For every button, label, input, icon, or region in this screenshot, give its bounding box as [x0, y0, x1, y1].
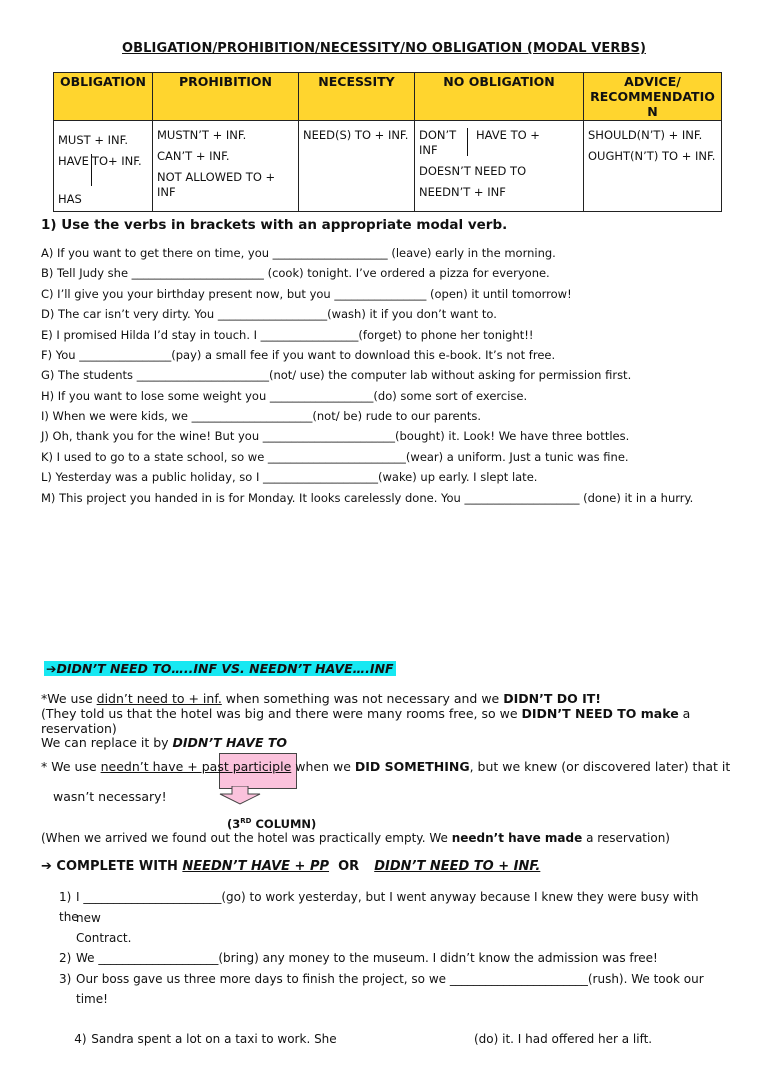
- obligation-has: HAS: [58, 192, 82, 206]
- down-arrow-icon: [218, 786, 264, 806]
- exercise-item-f: F) You ________________(pay) a small fee if you want to download this e-book. It’s not free.: [41, 348, 556, 362]
- advice-should: SHOULD(N’T) + INF.: [588, 128, 703, 142]
- third-column-label: [227, 817, 316, 831]
- no-obligation-neednt: NEEDN’T + INF: [419, 185, 506, 199]
- list-item: [59, 887, 719, 927]
- list-item: [59, 1009, 719, 1069]
- example-text: (They told us that the hotel was big and there were many rooms free, so we: [41, 706, 522, 721]
- label-superscript: RD: [240, 817, 252, 826]
- note-text: We can replace it by: [41, 735, 173, 750]
- exercise-item-j: J) Oh, thank you for the wine! But you _______________________(bought) it. Look! We have three bottles.: [41, 429, 630, 443]
- item-continuation: Contract.: [76, 931, 132, 945]
- rule-text: when something was not necessary and we: [221, 691, 504, 706]
- table-row: [54, 121, 722, 212]
- rule-neednt-have: [41, 759, 731, 774]
- grammar-highlight-heading: ➔DIDN’T NEED TO…..INF VS. NEEDN’T HAVE….INF: [46, 661, 394, 676]
- exercise-item-m: M) This project you handed in is for Monday. It looks carelessly done. You ____________________ (done) it in a hurry.: [41, 491, 694, 505]
- exercise-item-e: E) I promised Hilda I’d stay in touch. I _________________(forget) to phone her tonight!!: [41, 328, 534, 342]
- note-emphasis: DIDN’T HAVE TO: [172, 735, 288, 750]
- header-no-obligation: NO OBLIGATION: [415, 73, 584, 121]
- heading-option-1: NEEDN’T HAVE + PP: [182, 859, 330, 874]
- header-necessity: NECESSITY: [299, 73, 415, 121]
- heading-text: ➔ COMPLETE WITH: [41, 859, 183, 874]
- exercise1-heading: 1) Use the verbs in brackets with an appropriate modal verb.: [41, 217, 508, 233]
- list-item: [59, 969, 719, 989]
- example-emphasis: needn’t have made: [451, 831, 583, 845]
- example-neednt-have: [41, 831, 670, 845]
- heading-text: OR: [329, 859, 369, 874]
- replace-note: [41, 735, 287, 750]
- obligation-to-inf: TO+ INF.: [91, 154, 142, 168]
- item-continuation: new: [76, 911, 101, 925]
- exercise-item-c: C) I’ll give you your birthday present now, but you ________________ (open) it until tomorrow!: [41, 287, 572, 301]
- obligation-have: HAVE: [58, 154, 89, 168]
- rule-structure: needn’t have + past participle: [100, 759, 292, 774]
- exercise-item-g: G) The students _______________________(not/ use) the computer lab without asking for permission first.: [41, 368, 632, 382]
- exercise-item-h: H) If you want to lose some weight you __________________(do) some sort of exercise.: [41, 389, 528, 403]
- rule-emphasis: DIDN’T DO IT!: [503, 691, 601, 706]
- label-text: COLUMN): [251, 817, 317, 831]
- item-number: 3): [59, 972, 72, 986]
- bracket-bar: [467, 128, 468, 156]
- exercise-item-b: B) Tell Judy she _______________________ (cook) tonight. I’ve ordered a pizza for everyone.: [41, 266, 550, 280]
- page-title: OBLIGATION/PROHIBITION/NECESSITY/NO OBLIGATION (MODAL VERBS): [122, 41, 646, 56]
- exercise-item-a: A) If you want to get there on time, you ____________________ (leave) early in the morning.: [41, 246, 556, 260]
- cell-prohibition: [153, 121, 299, 212]
- example-didnt-need-to: [41, 706, 721, 736]
- advice-ought: OUGHT(N’T) TO + INF.: [588, 149, 716, 163]
- prohibition-mustnt: MUSTN’T + INF.: [157, 128, 247, 142]
- item-text: I _______________________(go) to work yesterday, but I went anyway because I knew they were busy with the: [59, 890, 699, 924]
- label-text: (3: [227, 817, 241, 831]
- item-text: Our boss gave us three more days to finish the project, so we _______________________(rush). We took our: [76, 972, 704, 986]
- rule-text: , but we knew (or discovered later) that it: [469, 759, 731, 774]
- header-obligation: OBLIGATION: [54, 73, 153, 121]
- item-text: We ____________________(bring) any money to the museum. I didn’t know the admission was free!: [76, 951, 658, 965]
- header-advice: ADVICE/ RECOMMENDATIO N: [584, 73, 722, 121]
- exercise-item-l: L) Yesterday was a public holiday, so I ____________________(wake) up early. I slept late.: [41, 470, 538, 484]
- item-continuation: time!: [76, 992, 108, 1006]
- item-number: 2): [59, 951, 72, 965]
- example-text: a reservation): [41, 706, 691, 736]
- table-header-row: [54, 73, 722, 121]
- example-emphasis: DIDN’T NEED TO make: [521, 706, 679, 721]
- exercise-item-k: K) I used to go to a state school, so we ________________________(wear) a uniform. Just a tunic was fine.: [41, 450, 629, 464]
- rule-text: *We use: [41, 691, 97, 706]
- rule-neednt-have-cont: wasn’t necessary!: [53, 789, 167, 804]
- rule-text: * We use: [41, 759, 101, 774]
- heading-option-2: DIDN’T NEED TO + INF.: [374, 859, 541, 874]
- rule-text: when we: [291, 759, 355, 774]
- rule-didnt-need-to: [41, 691, 601, 706]
- item-number: 1): [59, 890, 72, 904]
- cell-obligation: [54, 121, 153, 212]
- item-number: 4): [74, 1032, 87, 1046]
- exercise-item-d: D) The car isn’t very dirty. You ___________________(wash) it if you don’t want to.: [41, 307, 497, 321]
- no-obligation-doesnt: DOESN’T NEED TO: [419, 164, 527, 178]
- no-obligation-have-to: HAVE TO +: [476, 128, 540, 142]
- cell-advice: [584, 121, 722, 212]
- obligation-must: MUST + INF.: [58, 133, 129, 147]
- example-text: (When we arrived we found out the hotel was practically empty. We: [41, 831, 452, 845]
- no-obligation-dont: DON’T INF: [419, 128, 457, 157]
- prohibition-not-allowed: NOT ALLOWED TO + INF: [157, 170, 276, 199]
- prohibition-cant: CAN’T + INF.: [157, 149, 230, 163]
- necessity-need: NEED(S) TO + INF.: [303, 128, 409, 142]
- rule-emphasis: DID SOMETHING: [354, 759, 470, 774]
- exercise-item-i: I) When we were kids, we _____________________(not/ be) rude to our parents.: [41, 409, 482, 423]
- modal-verbs-table: [53, 72, 722, 212]
- header-prohibition: PROHIBITION: [153, 73, 299, 121]
- example-text: a reservation): [582, 831, 670, 845]
- rule-structure: didn’t need to + inf.: [96, 691, 222, 706]
- cell-necessity: [299, 121, 415, 212]
- cell-no-obligation: [415, 121, 584, 212]
- exercise2-heading: [41, 859, 540, 874]
- item-text: Sandra spent a lot on a taxi to work. She (do) it. I had offered her a lift.: [91, 1032, 653, 1046]
- list-item: [59, 948, 719, 968]
